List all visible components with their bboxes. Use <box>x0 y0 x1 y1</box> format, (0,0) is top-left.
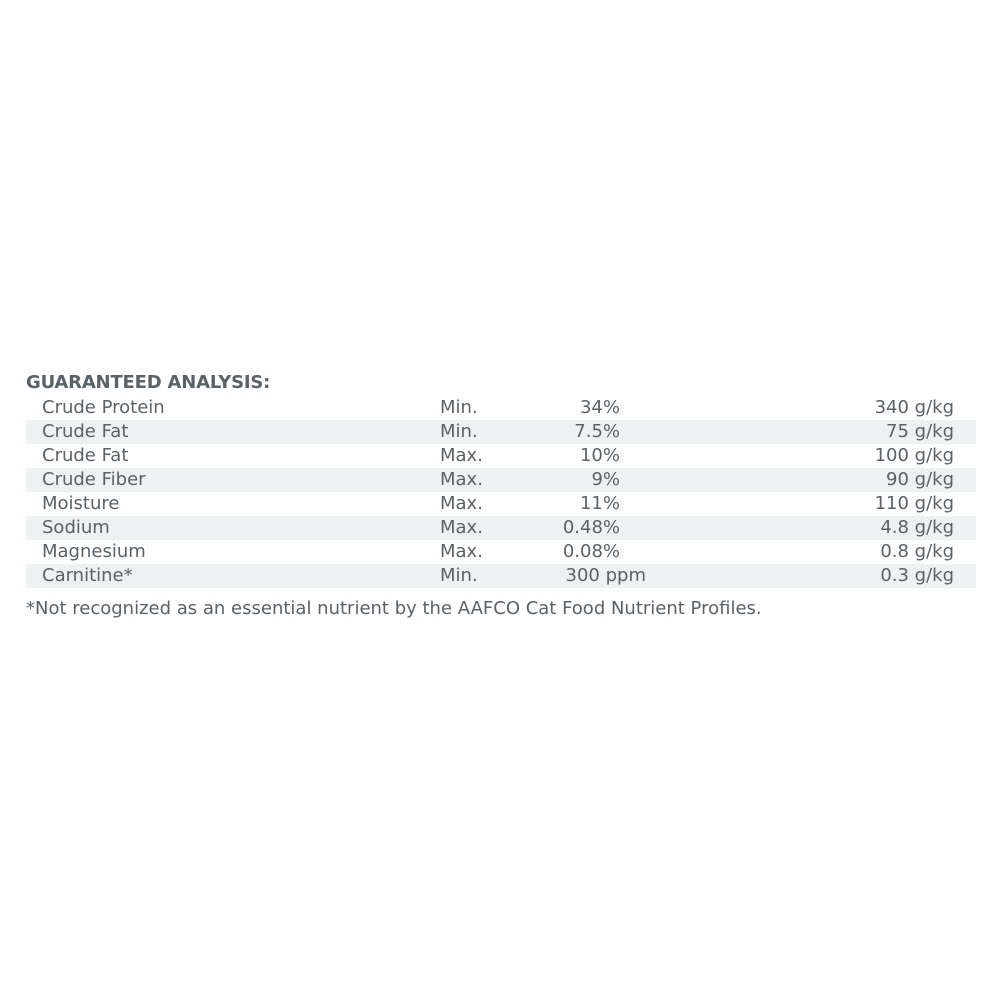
nutrient-amount: 110 g/kg <box>874 493 954 514</box>
table-row <box>26 444 976 468</box>
nutrient-qualifier: Max. <box>440 541 483 562</box>
nutrient-percent: 9% <box>591 469 620 490</box>
nutrient-qualifier: Max. <box>440 493 483 514</box>
nutrient-name: Crude Protein <box>42 397 165 418</box>
nutrient-percent: 34% <box>579 397 620 418</box>
nutrient-qualifier: Max. <box>440 517 483 538</box>
nutrient-percent: 10% <box>579 445 620 466</box>
nutrient-name: Carnitine* <box>42 565 133 586</box>
nutrient-amount: 0.3 g/kg <box>880 565 954 586</box>
nutrient-amount: 90 g/kg <box>886 469 954 490</box>
nutrient-amount: 4.8 g/kg <box>880 517 954 538</box>
nutrient-amount: 75 g/kg <box>886 421 954 442</box>
nutrient-qualifier: Min. <box>440 421 478 442</box>
nutrient-amount: 100 g/kg <box>874 445 954 466</box>
table-row <box>26 540 976 564</box>
nutrient-qualifier: Min. <box>440 565 478 586</box>
nutrient-name: Crude Fat <box>42 421 129 442</box>
nutrient-percent: 300 ppm <box>565 565 646 586</box>
footnote: *Not recognized as an essential nutrient by the AAFCO Cat Food Nutrient Profiles. <box>26 598 762 619</box>
nutrient-name: Crude Fiber <box>42 469 146 490</box>
table-row <box>26 468 976 492</box>
nutrient-name: Crude Fat <box>42 445 129 466</box>
nutrient-name: Moisture <box>42 493 120 514</box>
guaranteed-analysis-table <box>26 370 976 588</box>
nutrient-percent: 11% <box>579 493 620 514</box>
table-title: GUARANTEED ANALYSIS: <box>26 372 271 393</box>
nutrient-percent: 0.08% <box>562 541 620 562</box>
nutrient-percent: 7.5% <box>574 421 620 442</box>
nutrient-name: Sodium <box>42 517 110 538</box>
table-row <box>26 420 976 444</box>
nutrient-percent: 0.48% <box>562 517 620 538</box>
nutrient-amount: 340 g/kg <box>874 397 954 418</box>
table-row <box>26 564 976 588</box>
table-row <box>26 396 976 420</box>
nutrient-qualifier: Max. <box>440 469 483 490</box>
nutrient-name: Magnesium <box>42 541 146 562</box>
nutrient-qualifier: Max. <box>440 445 483 466</box>
nutrient-amount: 0.8 g/kg <box>880 541 954 562</box>
table-row <box>26 492 976 516</box>
table-row <box>26 516 976 540</box>
nutrient-qualifier: Min. <box>440 397 478 418</box>
